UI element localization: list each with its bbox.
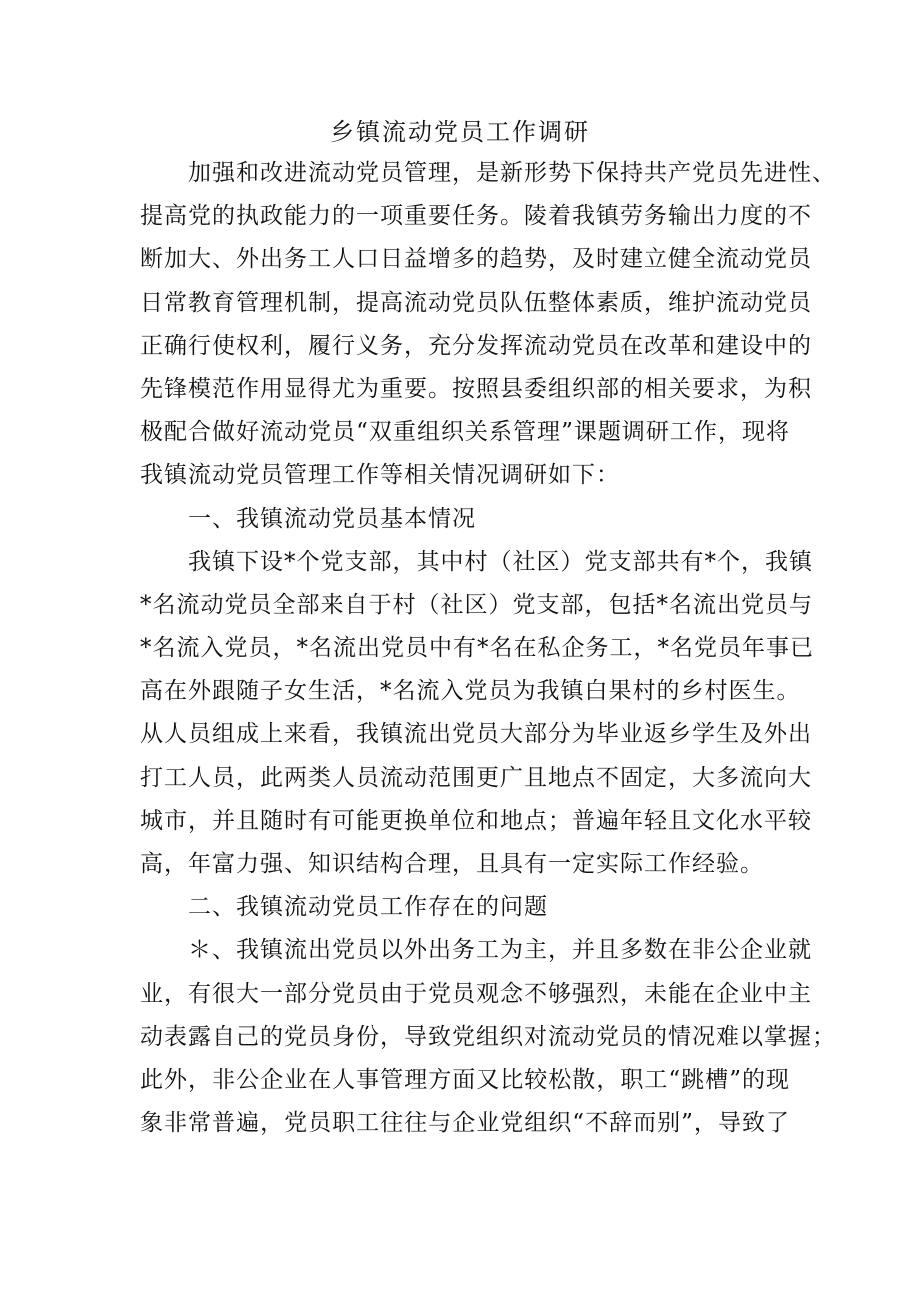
body-line: 二、我镇流动党员工作存在的问题 xyxy=(188,894,548,921)
body-line: 日常教育管理机制，提高流动党员队伍整体素质，维护流动党员 xyxy=(140,289,812,316)
body-line: 一、我镇流动党员基本情况 xyxy=(188,505,476,532)
body-line: 象非常普遍，党员职工往往与企业党组织“不辞而别”，导致了 xyxy=(140,1110,790,1137)
body-line: 我镇流动党员管理工作等相关情况调研如下： xyxy=(140,462,620,489)
body-line: 打工人员，此两类人员流动范围更广且地点不固定，大多流向大 xyxy=(140,764,812,791)
body-line: 城市，并且随时有可能更换单位和地点；普遍年轻且文化水平较 xyxy=(140,807,812,834)
body-line: 正确行使权利，履行义务，充分发挥流动党员在改革和建设中的 xyxy=(140,332,812,359)
body-line: 高，年富力强、知识结构合理，且具有一定实际工作经验。 xyxy=(140,851,764,877)
document-title: 乡镇流动党员工作调研 xyxy=(330,118,590,146)
body-line: 我镇下设*个党支部，其中村（社区）党支部共有*个，我镇 xyxy=(188,548,813,575)
body-line: 先锋模范作用显得尤为重要。按照县委组织部的相关要求，为积 xyxy=(140,375,812,402)
body-line: *名流动党员全部来自于村（社区）党支部，包括*名流出党员与 xyxy=(140,591,813,618)
body-line: 从人员组成上来看，我镇流出党员大部分为毕业返乡学生及外出 xyxy=(140,721,812,748)
body-line: 此外，非公企业在人事管理方面又比较松散，职工“跳槽”的现 xyxy=(140,1066,790,1093)
body-line: 业，有很大一部分党员由于党员观念不够强烈，未能在企业中主 xyxy=(140,980,812,1007)
body-line: 动表露自己的党员身份，导致党组织对流动党员的情况难以掌握； xyxy=(140,1023,836,1050)
body-line: 极配合做好流动党员“双重组织关系管理”课题调研工作，现将 xyxy=(140,419,790,446)
body-line: 加强和改进流动党员管理，是新形势下保持共产党员先进性、 xyxy=(188,160,836,186)
body-line: 断加大、外出务工人口日益增多的趋势，及时建立健全流动党员 xyxy=(140,246,812,273)
body-line: *名流入党员，*名流出党员中有*名在私企务工，*名党员年事已 xyxy=(140,635,814,662)
document-body xyxy=(140,152,836,1145)
body-line: 高在外跟随子女生活，*名流入党员为我镇白果村的乡村医生。 xyxy=(140,678,801,705)
body-line: ＊、我镇流出党员以外出务工为主，并且多数在非公企业就 xyxy=(188,937,812,964)
body-line: 提高党的执政能力的一项重要任务。陵着我镇劳务输出力度的不 xyxy=(140,203,812,230)
